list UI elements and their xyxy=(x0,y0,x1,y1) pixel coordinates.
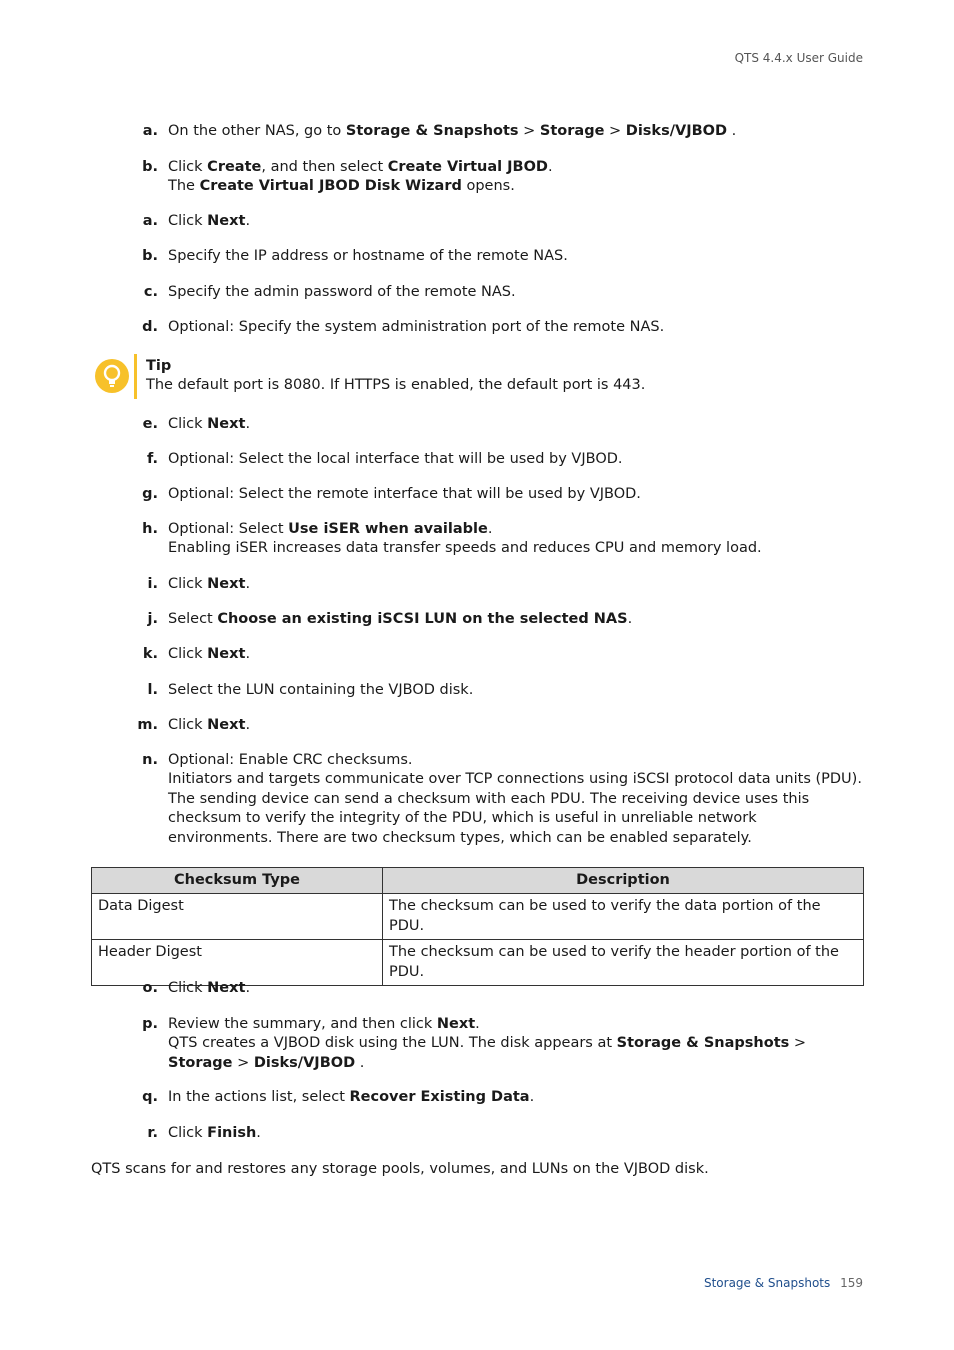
step-text: Review the summary, and then click Next. QTS creates a VJBOD disk using the LUN. The disk appears at Storage & Snapshots > Storage > Disks/VJBOD . xyxy=(168,1016,807,1071)
ui-term: Storage & Snapshots xyxy=(345,123,519,139)
step-item xyxy=(140,520,864,559)
step-text: Optional: Specify the system administration port of the remote NAS. xyxy=(168,319,665,335)
step-text: Click Next. xyxy=(168,717,251,733)
ui-term: Next xyxy=(436,1016,476,1032)
step-item xyxy=(140,681,864,700)
step-text: In the actions list, select Recover Existing Data. xyxy=(168,1089,535,1105)
tip-divider xyxy=(134,354,137,399)
ui-term: Disks/VJBOD xyxy=(253,1054,356,1071)
page-number: 159 xyxy=(840,1276,863,1290)
tip-box xyxy=(95,354,865,400)
step-item xyxy=(140,283,864,302)
step-letter: m. xyxy=(137,717,158,733)
step-letter: d. xyxy=(142,319,158,335)
step-letter: i. xyxy=(147,576,158,592)
ui-term: Create Virtual JBOD Disk Wizard xyxy=(199,178,462,195)
step-item xyxy=(140,318,864,337)
step-text: On the other NAS, go to Storage & Snapshots > Storage > Disks/VJBOD . xyxy=(168,123,737,139)
ui-term: Create xyxy=(207,159,262,175)
step-letter: k. xyxy=(142,646,158,662)
ui-term: Storage & Snapshots xyxy=(616,1035,790,1052)
step-letter: b. xyxy=(142,248,158,264)
step-item xyxy=(140,1088,864,1107)
step-item xyxy=(140,212,864,231)
step-text: Click Next. xyxy=(168,416,251,432)
step-item xyxy=(140,610,864,629)
step-item xyxy=(140,247,864,266)
ui-term: Next xyxy=(207,576,246,592)
step-text: Optional: Select the remote interface that will be used by VJBOD. xyxy=(168,486,641,502)
step-text: Click Finish. xyxy=(168,1125,261,1141)
step-item xyxy=(140,751,864,848)
step-text: Specify the IP address or hostname of the remote NAS. xyxy=(168,248,568,264)
step-letter: j. xyxy=(147,611,158,627)
step-item xyxy=(140,1124,864,1143)
step-text: Click Next. xyxy=(168,576,251,592)
column-header: Description xyxy=(383,868,864,894)
step-letter: p. xyxy=(142,1016,158,1032)
ui-term: Choose an existing iSCSI LUN on the selected NAS xyxy=(217,611,628,627)
table-cell: Header Digest xyxy=(92,940,383,986)
step-item xyxy=(140,158,864,197)
lightbulb-icon xyxy=(95,359,129,393)
step-text: Click Next. xyxy=(168,646,251,662)
step-text: Select the LUN containing the VJBOD disk. xyxy=(168,682,474,698)
ui-term: Disks/VJBOD xyxy=(625,123,728,139)
step-text: Specify the admin password of the remote NAS. xyxy=(168,284,516,300)
ui-term: Next xyxy=(207,416,246,432)
step-letter: l. xyxy=(147,682,158,698)
step-letter: a. xyxy=(142,123,158,139)
ui-term: Finish xyxy=(207,1125,257,1141)
step-item xyxy=(140,979,864,998)
guide-title: QTS 4.4.x User Guide xyxy=(734,51,863,65)
column-header: Checksum Type xyxy=(92,868,383,894)
table-row xyxy=(92,894,864,940)
step-item xyxy=(140,645,864,664)
footer-section-link[interactable]: Storage & Snapshots xyxy=(703,1276,831,1290)
step-text: Select Choose an existing iSCSI LUN on the selected NAS. xyxy=(168,611,633,627)
step-letter: o. xyxy=(142,980,158,996)
page-footer xyxy=(704,1276,863,1290)
step-letter: b. xyxy=(142,159,158,175)
step-item xyxy=(140,485,864,504)
step-letter: q. xyxy=(142,1089,158,1105)
step-letter: f. xyxy=(146,451,158,467)
step-text: Optional: Enable CRC checksums. Initiators and targets communicate over TCP connections using iSCSI protocol data units (PDU). The sending device can send a checksum with each PDU. The receiving device uses this checksum to verify the integrity of the PDU, which is useful in unreliable network environments. There are two checksum types, which can be enabled separately. xyxy=(168,752,862,846)
step-item xyxy=(140,122,864,141)
ui-term: Next xyxy=(207,717,246,733)
step-text: Click Create, and then select Create Virtual JBOD. The Create Virtual JBOD Disk Wizard opens. xyxy=(168,159,553,195)
tip-text: The default port is 8080. If HTTPS is enabled, the default port is 443. xyxy=(146,377,646,394)
table-cell: Data Digest xyxy=(92,894,383,940)
ui-term: Create Virtual JBOD xyxy=(387,159,548,175)
step-letter: r. xyxy=(147,1125,158,1141)
step-item xyxy=(140,415,864,434)
ui-term: Next xyxy=(207,646,246,662)
step-letter: g. xyxy=(142,486,158,502)
ui-term: Storage xyxy=(168,1054,233,1071)
closing-paragraph: QTS scans for and restores any storage pools, volumes, and LUNs on the VJBOD disk. xyxy=(91,1161,709,1177)
step-item xyxy=(137,716,864,735)
step-letter: a. xyxy=(142,213,158,229)
step-letter: e. xyxy=(142,416,158,432)
step-text: Optional: Select the local interface that will be used by VJBOD. xyxy=(168,451,623,467)
step-item xyxy=(140,575,864,594)
ui-term: Next xyxy=(207,213,246,229)
step-letter: n. xyxy=(142,752,158,768)
ui-term: Recover Existing Data xyxy=(349,1089,530,1105)
step-text: Click Next. xyxy=(168,980,251,996)
table-cell: The checksum can be used to verify the data portion of the PDU. xyxy=(383,894,864,940)
checksum-table xyxy=(91,867,864,986)
table-cell: The checksum can be used to verify the header portion of the PDU. xyxy=(383,940,864,986)
ui-term: Next xyxy=(207,980,246,996)
step-letter: h. xyxy=(142,521,158,537)
step-text: Click Next. xyxy=(168,213,251,229)
step-item xyxy=(140,450,864,469)
step-letter: c. xyxy=(143,284,158,300)
step-text: Optional: Select Use iSER when available. Enabling iSER increases data transfer speeds and reduces CPU and memory load. xyxy=(168,521,762,557)
step-item xyxy=(140,1015,864,1073)
ui-term: Storage xyxy=(539,123,605,139)
ui-term: Use iSER when available xyxy=(288,521,488,537)
tip-title: Tip xyxy=(146,358,172,374)
